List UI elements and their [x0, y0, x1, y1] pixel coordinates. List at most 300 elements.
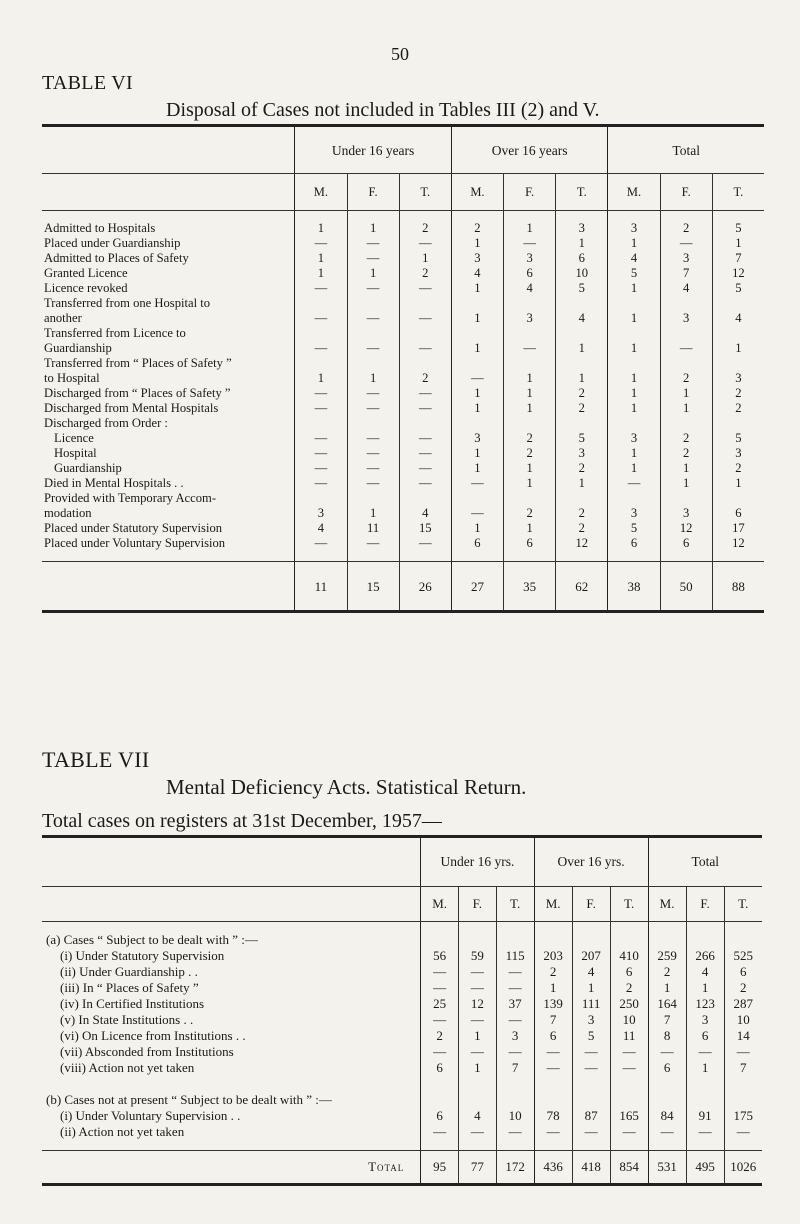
- table6-row: [42, 251, 764, 266]
- table7-cell: 3: [496, 1028, 534, 1044]
- table7-spacer-row-cell: [610, 1076, 648, 1092]
- table7-gap-row-cell: [724, 922, 762, 933]
- table6-cell: —: [399, 326, 451, 356]
- row-label-text: Placed under Statutory Supervision: [44, 521, 223, 535]
- table6-cell: 4: [451, 266, 503, 281]
- table7-cell: 87: [572, 1108, 610, 1124]
- table6-cell: 12: [712, 266, 764, 281]
- table6-cell: —: [295, 536, 347, 551]
- table7-cell: 6: [686, 1028, 724, 1044]
- table6-cell: 1: [608, 236, 660, 251]
- table6-subheader: F.: [504, 174, 556, 211]
- table6-cell: 5: [712, 221, 764, 236]
- table7-spacer-row-cell: [572, 1076, 610, 1092]
- table6-gap: [451, 551, 503, 562]
- table6-gap: [399, 551, 451, 562]
- table7-cell: 6: [534, 1028, 572, 1044]
- table6-cell: 1: [451, 521, 503, 536]
- table7-cell: 2: [648, 964, 686, 980]
- table7-gap-row-cell: [496, 1140, 534, 1151]
- table7-total-cell: 436: [534, 1151, 572, 1185]
- table7-cell: —: [686, 1124, 724, 1140]
- table7-cell: 3: [686, 1012, 724, 1028]
- table7-gap-row-cell: [534, 1140, 572, 1151]
- row-label-line: [44, 236, 294, 251]
- row-label-text: Discharged from Mental Hospitals: [44, 401, 219, 415]
- row-label-line: [44, 371, 294, 386]
- row-label-text: (vii) Absconded from Institutions: [60, 1044, 234, 1059]
- row-label-line: [44, 521, 294, 536]
- row-label-text: (ii) Under Guardianship . .: [60, 964, 198, 979]
- row-label-text: modation: [44, 506, 92, 520]
- row-label-line: [44, 356, 294, 371]
- table7-row: [42, 1012, 762, 1028]
- table6-cell: 1: [504, 386, 556, 401]
- table6-cell: 1: [399, 251, 451, 266]
- table6-cell: 2: [451, 221, 503, 236]
- table7-cell: —: [459, 980, 497, 996]
- table6-row: [42, 446, 764, 461]
- table7-gap-row-cell: [686, 922, 724, 933]
- table7-spacer-row-cell: [648, 1076, 686, 1092]
- table6-cell: —: [347, 461, 399, 476]
- row-label-line: [44, 296, 294, 311]
- table7-section-b-cell: [648, 1092, 686, 1108]
- table6-cell: —: [399, 236, 451, 251]
- table7-gap-row: [42, 922, 762, 933]
- table6-cell: 7: [712, 251, 764, 266]
- table6-cell: 2: [556, 461, 608, 476]
- table7-group-header: Total: [648, 837, 762, 887]
- table6-cell: —: [347, 476, 399, 491]
- table7-cell: 7: [648, 1012, 686, 1028]
- table6-cell: 2: [399, 221, 451, 236]
- table6-cell: —: [504, 326, 556, 356]
- table6-cell: 6: [504, 536, 556, 551]
- table7-section-b-cell: [496, 1092, 534, 1108]
- table7-subheader: M.: [534, 887, 572, 922]
- row-label-text: Died in Mental Hospitals . .: [44, 476, 184, 490]
- table6-cell: 3: [504, 296, 556, 326]
- table6-cell: 1: [451, 281, 503, 296]
- table6-cell: 1: [347, 491, 399, 521]
- table6-cell: —: [399, 401, 451, 416]
- page-number: 50: [391, 44, 409, 64]
- row-label-text: Granted Licence: [44, 266, 128, 280]
- table6-cell: 2: [660, 446, 712, 461]
- table6-cell: —: [295, 401, 347, 416]
- table7-row-label: [42, 1028, 421, 1044]
- row-label-text: Placed under Guardianship: [44, 236, 181, 250]
- table6-group-header-row: [42, 126, 764, 174]
- table6-row: [42, 281, 764, 296]
- table7-total-cell: 854: [610, 1151, 648, 1185]
- row-label-text: Licence revoked: [44, 281, 128, 295]
- table6-cell: 5: [712, 416, 764, 446]
- table7-group-header: Under 16 yrs.: [421, 837, 534, 887]
- table7-label: TABLE VII: [42, 747, 150, 772]
- table6-cell: 1: [712, 476, 764, 491]
- table7-cell: 1: [686, 980, 724, 996]
- table6-cell: 1: [504, 461, 556, 476]
- table6-cell: 1: [608, 461, 660, 476]
- table6-cell: 2: [660, 416, 712, 446]
- table6-row: [42, 476, 764, 491]
- table6-cell: 1: [660, 476, 712, 491]
- table7-cell: —: [610, 1060, 648, 1076]
- table6-subheader: F.: [347, 174, 399, 211]
- table6-cell: 1: [347, 356, 399, 386]
- table6-cell: —: [399, 536, 451, 551]
- table7-total-cell: 1026: [724, 1151, 762, 1185]
- table7-section-b-cell: [459, 1092, 497, 1108]
- table6-corner: [42, 126, 295, 174]
- table6-cell: 2: [399, 356, 451, 386]
- table6-total-cell: 38: [608, 562, 660, 612]
- row-label-line: [44, 416, 294, 431]
- table6-cell: 2: [556, 521, 608, 536]
- table6-gap: [712, 211, 764, 222]
- table6-cell: 2: [504, 491, 556, 521]
- table6-row: [42, 356, 764, 386]
- table7-cell: —: [534, 1124, 572, 1140]
- table6-gap: [504, 211, 556, 222]
- table6-cell: 1: [347, 266, 399, 281]
- table6-group-header: Under 16 years: [295, 126, 452, 174]
- table7-cell: 4: [572, 964, 610, 980]
- table6-gap: [504, 551, 556, 562]
- table6-cell: 4: [399, 491, 451, 521]
- table6-cell: 7: [660, 266, 712, 281]
- row-label-text: (iv) In Certified Institutions: [60, 996, 205, 1011]
- table7-cell: 3: [572, 1012, 610, 1028]
- table6-cell: 1: [556, 356, 608, 386]
- table6-cell: 5: [556, 416, 608, 446]
- table7-spacer-row-cell: [496, 1076, 534, 1092]
- table7-cell: —: [572, 1044, 610, 1060]
- table6-corner-sub: [42, 174, 295, 211]
- table7-cell: —: [534, 1060, 572, 1076]
- table7-section-a-label: (a) Cases “ Subject to be dealt with ” :—: [46, 932, 258, 947]
- table7-cell: 1: [459, 1060, 497, 1076]
- row-label-text: Provided with Temporary Accom-: [44, 491, 217, 505]
- table7-row: [42, 1060, 762, 1076]
- table7-cell: 2: [421, 1028, 459, 1044]
- table7-cell: —: [459, 1012, 497, 1028]
- table6-subheader: F.: [660, 174, 712, 211]
- table7-title: Mental Deficiency Acts. Statistical Return.: [166, 775, 527, 799]
- table7-cell: 4: [686, 964, 724, 980]
- table6-total-cell: 50: [660, 562, 712, 612]
- table6-gap: [42, 551, 295, 562]
- table6-cell: 1: [451, 296, 503, 326]
- table7-row: [42, 1028, 762, 1044]
- table6-cell: 1: [451, 461, 503, 476]
- row-label-text: (viii) Action not yet taken: [60, 1060, 195, 1075]
- table7-cell: 6: [421, 1108, 459, 1124]
- row-label-line: [44, 221, 294, 236]
- table6-cell: 1: [451, 446, 503, 461]
- table6-row-label: [42, 461, 295, 476]
- table6-subheader: T.: [556, 174, 608, 211]
- table7-cell: —: [496, 1012, 534, 1028]
- table7-row: [42, 964, 762, 980]
- table7: [42, 835, 762, 1186]
- table7-subheader: T.: [496, 887, 534, 922]
- table6-cell: —: [295, 461, 347, 476]
- row-label-text: Transferred from “ Places of Safety ”: [44, 356, 232, 370]
- table7-row: [42, 996, 762, 1012]
- table7-cell: 1: [534, 980, 572, 996]
- table6-gap: [556, 551, 608, 562]
- table6-cell: 1: [556, 326, 608, 356]
- row-label-line: [44, 386, 294, 401]
- table7-gap-row-cell: [421, 1140, 459, 1151]
- table6-cell: 17: [712, 521, 764, 536]
- table7-total-cell: 495: [686, 1151, 724, 1185]
- table7-section-a-cell: [572, 932, 610, 948]
- row-label-line: [44, 401, 294, 416]
- table6-cell: 12: [712, 536, 764, 551]
- table6-total-cell: 15: [347, 562, 399, 612]
- table6-cell: 3: [660, 296, 712, 326]
- row-label-line: [44, 326, 294, 341]
- table6-row-label: [42, 536, 295, 551]
- table6-cell: —: [399, 416, 451, 446]
- table6-cell: —: [451, 476, 503, 491]
- table6-row-label: [42, 296, 295, 326]
- table6-row: [42, 491, 764, 521]
- table7-cell: —: [648, 1124, 686, 1140]
- table7-cell: —: [459, 1044, 497, 1060]
- table7-row: [42, 1044, 762, 1060]
- table6-cell: 3: [556, 221, 608, 236]
- table6-subheader-row: [42, 174, 764, 211]
- table7-total-cell: 531: [648, 1151, 686, 1185]
- table7-cell: 2: [534, 964, 572, 980]
- table6-cell: 2: [660, 221, 712, 236]
- table7-cell: —: [724, 1044, 762, 1060]
- table6-cell: 1: [451, 386, 503, 401]
- table7-cell: 84: [648, 1108, 686, 1124]
- table7-cell: 266: [686, 948, 724, 964]
- row-label-text: (vi) On Licence from Institutions . .: [60, 1028, 246, 1043]
- table6-total-cell: 88: [712, 562, 764, 612]
- table6-row: [42, 236, 764, 251]
- table7-gap-row-cell: [459, 1140, 497, 1151]
- table6-gap: [451, 211, 503, 222]
- table6-cell: 2: [504, 446, 556, 461]
- table7-subheader: M.: [421, 887, 459, 922]
- row-label-text: (iii) In “ Places of Safety ”: [60, 980, 199, 995]
- table6-cell: 1: [347, 221, 399, 236]
- row-label-text: Guardianship: [54, 461, 122, 475]
- table7-cell: 7: [534, 1012, 572, 1028]
- row-label-text: Hospital: [54, 446, 97, 460]
- table7-cell: —: [610, 1044, 648, 1060]
- table7-subheader: F.: [572, 887, 610, 922]
- table7-cell: —: [421, 1124, 459, 1140]
- table6-cell: 2: [556, 401, 608, 416]
- table7-spacer-row: [42, 1076, 762, 1092]
- table7-corner-sub: [42, 887, 421, 922]
- table6-row-label: [42, 386, 295, 401]
- row-label-text: another: [44, 311, 82, 325]
- table7-cell: 7: [496, 1060, 534, 1076]
- table7-section-b-cell: [572, 1092, 610, 1108]
- table7-spacer-row-cell: [724, 1076, 762, 1092]
- table7-cell: 1: [686, 1060, 724, 1076]
- table6-cell: —: [295, 236, 347, 251]
- table6-total-cell: 35: [504, 562, 556, 612]
- table7-section-a-cell: [421, 932, 459, 948]
- table6-cell: —: [295, 386, 347, 401]
- table6-cell: —: [660, 236, 712, 251]
- table7-cell: 525: [724, 948, 762, 964]
- table6-subheader: M.: [608, 174, 660, 211]
- table7-gap-row-cell: [42, 922, 421, 933]
- table6-total-cell: 62: [556, 562, 608, 612]
- table6-cell: 1: [608, 401, 660, 416]
- row-label-line: [44, 461, 294, 476]
- table6-cell: 2: [712, 386, 764, 401]
- table6-row: [42, 521, 764, 536]
- table6-cell: 6: [660, 536, 712, 551]
- table7-group-header-row: [42, 837, 762, 887]
- table7-section-a-cell: [459, 932, 497, 948]
- table7-gap-row-cell: [534, 922, 572, 933]
- table6-gap: [608, 551, 660, 562]
- table6-cell: —: [295, 326, 347, 356]
- table6-row-label: [42, 401, 295, 416]
- table6-cell: 3: [712, 356, 764, 386]
- table7-cell: 139: [534, 996, 572, 1012]
- table6-cell: 5: [608, 266, 660, 281]
- table6-cell: 2: [712, 461, 764, 476]
- row-label-text: (i) Under Voluntary Supervision . .: [60, 1108, 241, 1123]
- table7-row-label: [42, 1012, 421, 1028]
- table6-cell: 6: [556, 251, 608, 266]
- table6-cell: 6: [504, 266, 556, 281]
- table6-cell: —: [347, 296, 399, 326]
- table7-row-label: [42, 964, 421, 980]
- table7-cell: —: [686, 1044, 724, 1060]
- table6-cell: —: [399, 476, 451, 491]
- table7-cell: 12: [459, 996, 497, 1012]
- table6-cell: 1: [504, 521, 556, 536]
- table7-subheader-row: [42, 887, 762, 922]
- table7-cell: 56: [421, 948, 459, 964]
- table6-cell: 1: [295, 221, 347, 236]
- table6-cell: 4: [660, 281, 712, 296]
- table7-cell: 10: [724, 1012, 762, 1028]
- table6-cell: 12: [556, 536, 608, 551]
- table7-corner: [42, 837, 421, 887]
- row-label-text: to Hospital: [44, 371, 100, 385]
- table6-row-label: [42, 491, 295, 521]
- table6-group-header: Over 16 years: [451, 126, 608, 174]
- table7-gap-row: [42, 1140, 762, 1151]
- table6-cell: —: [608, 476, 660, 491]
- table6-cell: 1: [660, 461, 712, 476]
- table6-row: [42, 266, 764, 281]
- table6-cell: —: [451, 356, 503, 386]
- row-label-line: [44, 341, 294, 356]
- table6-cell: 1: [556, 476, 608, 491]
- row-label-text: Discharged from Order :: [44, 416, 168, 430]
- table7-row-label: [42, 1124, 421, 1140]
- table7-section-b-cell: [534, 1092, 572, 1108]
- table7-cell: —: [610, 1124, 648, 1140]
- table7-row-label: [42, 996, 421, 1012]
- table6-label: TABLE VI: [42, 72, 133, 94]
- table7-spacer-row-cell: [42, 1076, 421, 1092]
- table6-cell: 4: [504, 281, 556, 296]
- table7-cell: 1: [572, 980, 610, 996]
- table7-cell: 8: [648, 1028, 686, 1044]
- table7-cell: 37: [496, 996, 534, 1012]
- table6-cell: 6: [608, 536, 660, 551]
- table7-subheader: F.: [459, 887, 497, 922]
- table7-cell: 91: [686, 1108, 724, 1124]
- table7-cell: 115: [496, 948, 534, 964]
- table6-cell: —: [347, 326, 399, 356]
- table7-gap-row-cell: [42, 1140, 421, 1151]
- table7-cell: 14: [724, 1028, 762, 1044]
- row-label-line: [44, 251, 294, 266]
- table6-cell: 5: [712, 281, 764, 296]
- table6-row-label: [42, 221, 295, 236]
- table7-cell: 207: [572, 948, 610, 964]
- table6-cell: 1: [295, 251, 347, 266]
- table7-row-label: [42, 1060, 421, 1076]
- table7-row: [42, 948, 762, 964]
- table7-section-b-cell: [610, 1092, 648, 1108]
- table6-cell: —: [399, 446, 451, 461]
- table7-total-cell: 172: [496, 1151, 534, 1185]
- table7-cell: 123: [686, 996, 724, 1012]
- table7-spacer-row-cell: [421, 1076, 459, 1092]
- table6-cell: 6: [451, 536, 503, 551]
- table6-subheader: M.: [295, 174, 347, 211]
- table6-cell: 1: [556, 236, 608, 251]
- table6-cell: 3: [660, 491, 712, 521]
- table7-gap-row-cell: [724, 1140, 762, 1151]
- table7-cell: 287: [724, 996, 762, 1012]
- table7-cell: 11: [610, 1028, 648, 1044]
- table6-cell: —: [504, 236, 556, 251]
- table6-gap: [347, 211, 399, 222]
- table7-cell: 2: [724, 980, 762, 996]
- table6-gap: [608, 211, 660, 222]
- table6-row: [42, 296, 764, 326]
- table7-cell: —: [648, 1044, 686, 1060]
- table6-cell: 1: [451, 236, 503, 251]
- table7-cell: —: [572, 1060, 610, 1076]
- table6-cell: 1: [608, 386, 660, 401]
- row-label-text: (v) In State Institutions . .: [60, 1012, 194, 1027]
- table6-cell: 3: [451, 416, 503, 446]
- table7-cell: 10: [496, 1108, 534, 1124]
- table6-cell: 1: [608, 446, 660, 461]
- table7-cell: 410: [610, 948, 648, 964]
- table6-gap: [42, 211, 295, 222]
- table6-cell: 3: [660, 251, 712, 266]
- table6-gap: [712, 551, 764, 562]
- table6-gap-row: [42, 551, 764, 562]
- table7-row: [42, 980, 762, 996]
- table7-cell: —: [534, 1044, 572, 1060]
